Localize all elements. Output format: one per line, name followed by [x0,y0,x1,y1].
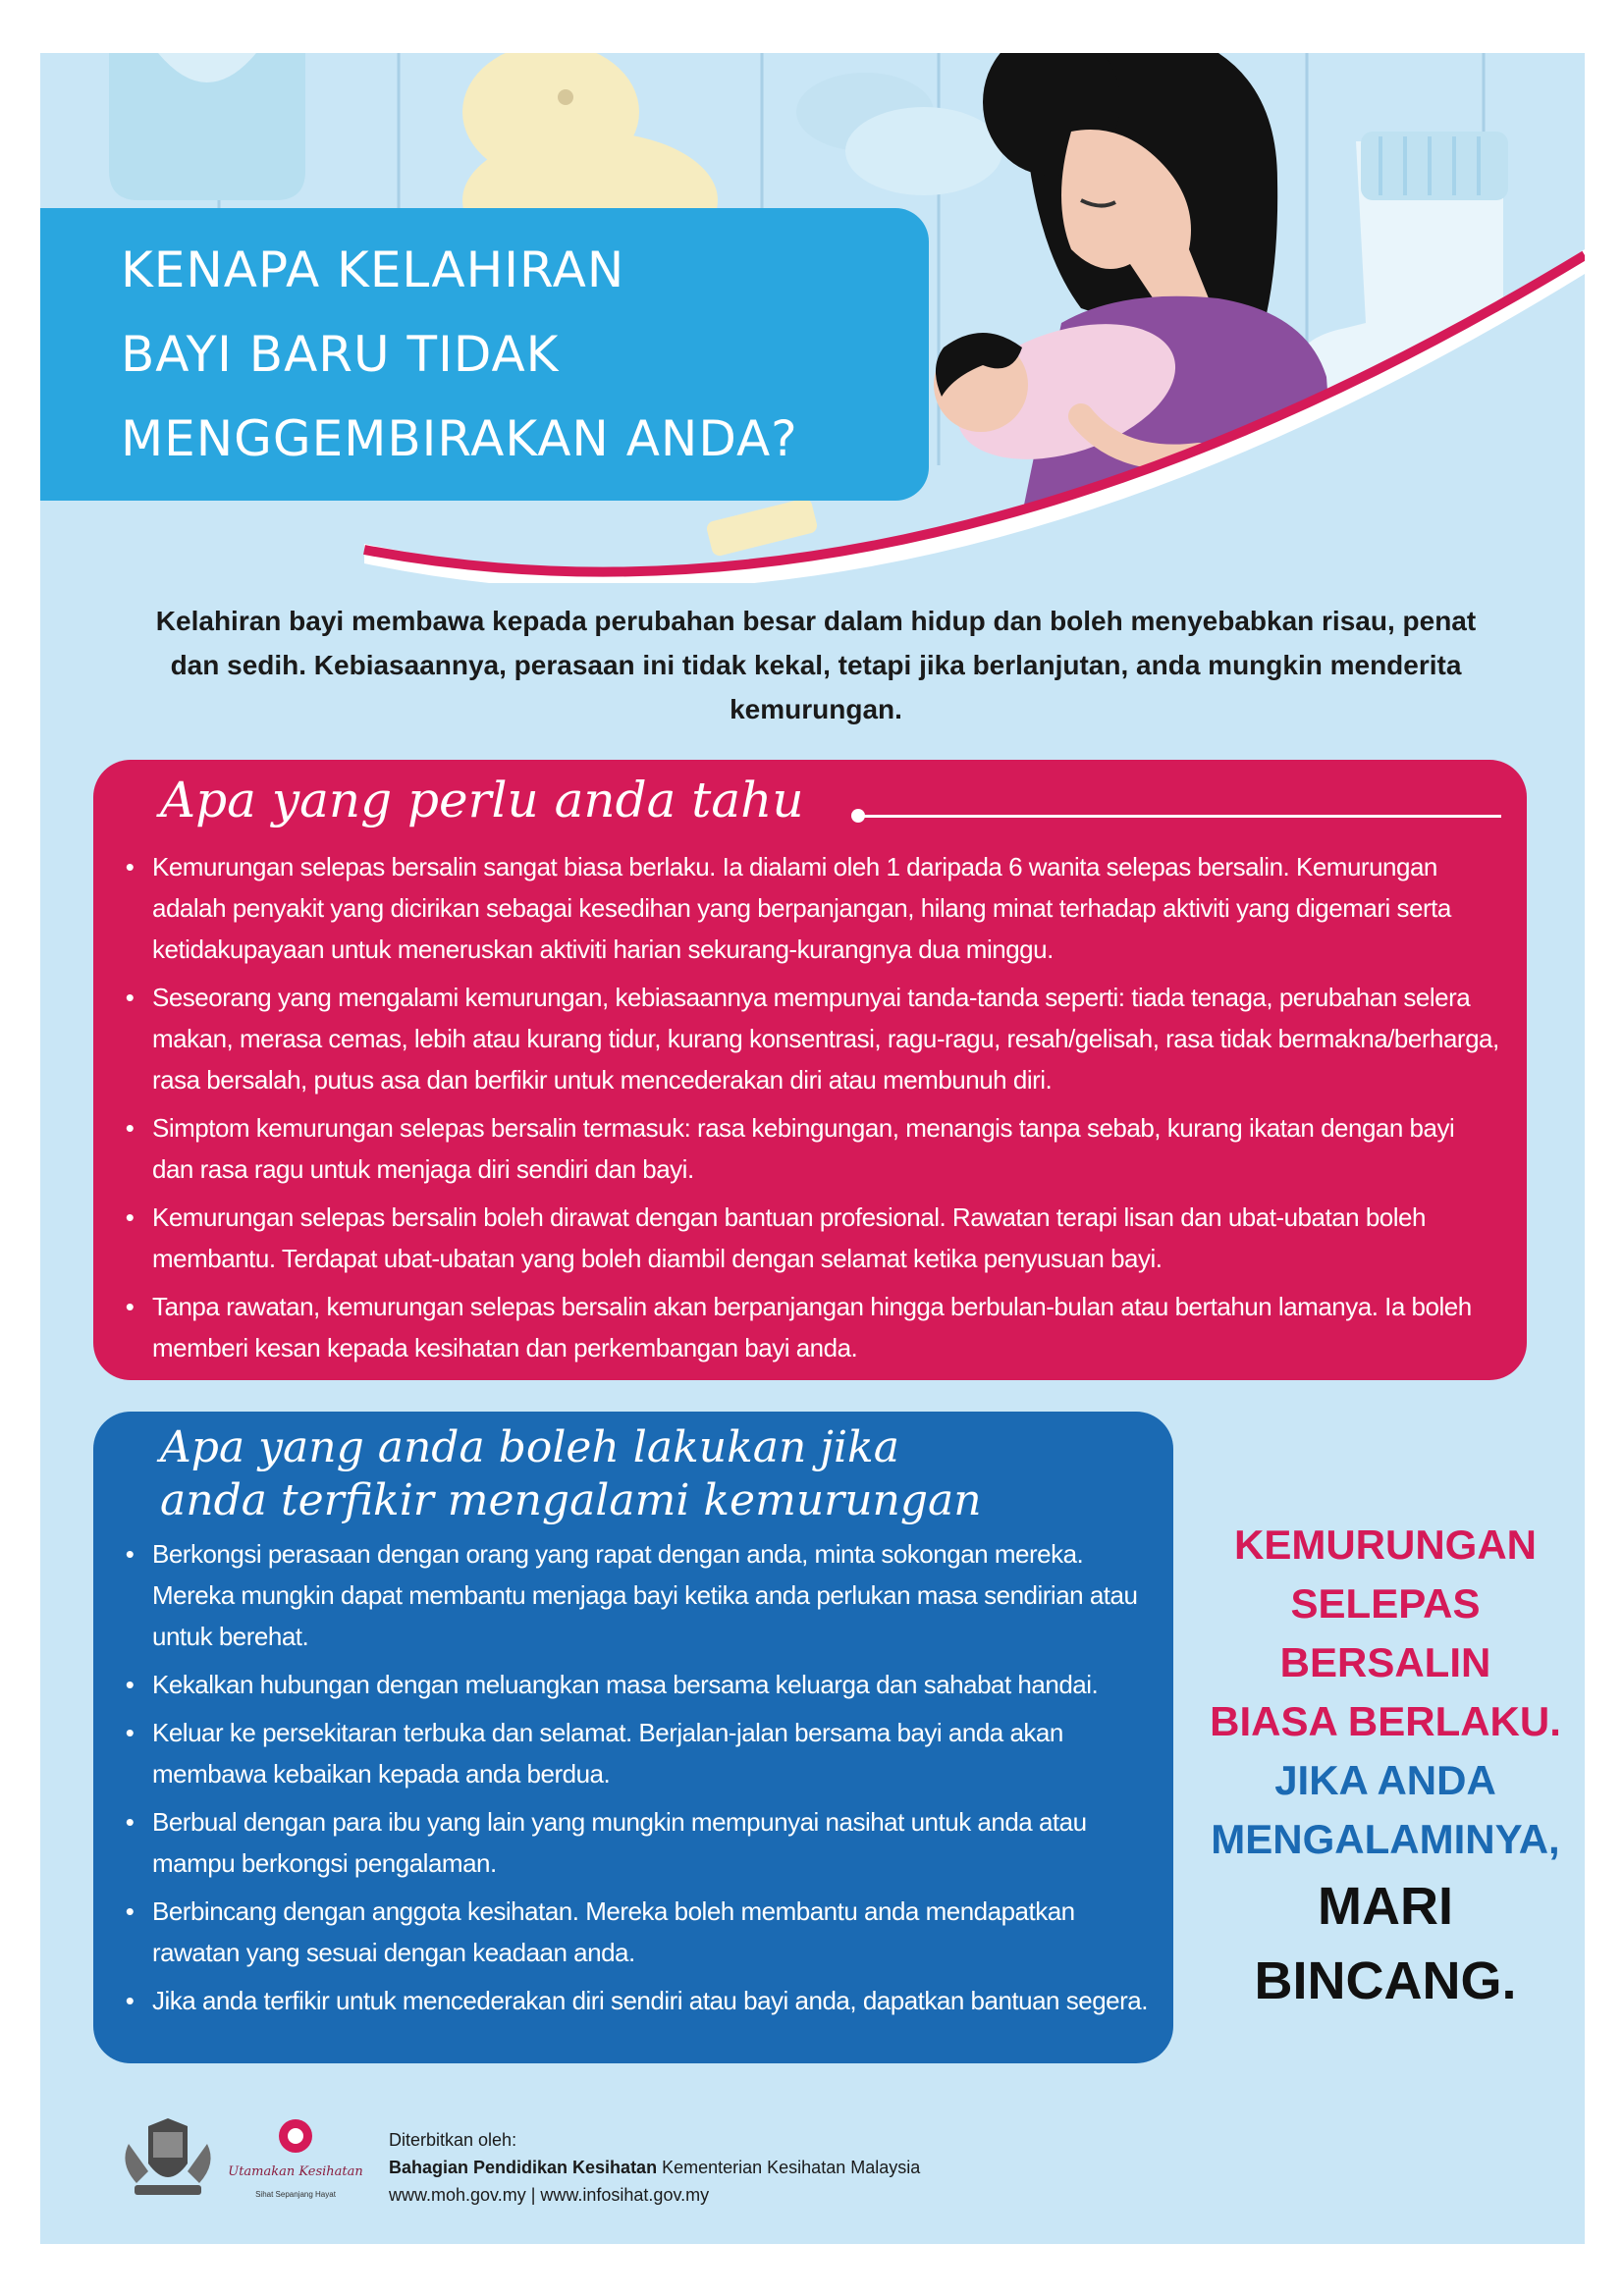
list-item-text: Kekalkan hubungan dengan meluangkan masa bersama keluarga dan sahabat handai. [152,1670,1099,1699]
title-line: BAYI BARU TIDAK [121,326,560,383]
poster [40,53,1585,2244]
logo-tagline-text: Sihat Sepanjang Hayat [255,2190,336,2199]
list-item [117,1891,1158,1973]
side-message-line: BERSALIN [1279,1639,1491,1685]
side-message-line: MENGALAMINYA, [1211,1816,1560,1862]
side-message [1184,1516,1585,2018]
bullet-icon: • [125,1718,135,1747]
publisher-line [389,2154,920,2181]
coat-of-arms-logo [125,2118,210,2195]
bullet-icon: • [125,1670,135,1699]
side-message-line: JIKA ANDA [1274,1757,1496,1803]
list-item [117,1107,1501,1190]
list-item-text: Berbual dengan para ibu yang lain yang mungkin mempunyai nasihat untuk anda atau mampu berkongsi pengalaman. [152,1807,1087,1878]
list-item-text: Simptom kemurungan selepas bersalin termasuk: rasa kebingungan, menangis tanpa sebab, kurang ikatan dengan bayi dan rasa ragu untuk menjaga diri sendiri dan bayi. [152,1113,1455,1184]
publisher-info [389,2126,920,2209]
intro-paragraph: Kelahiran bayi membawa kepada perubahan besar dalam hidup dan boleh menyebabkan risau, penat dan sedih. Kebiasaannya, perasaan ini tidak kekal, tetapi jika berlanjutan, anda mungkin menderita kemurungan. [155,606,1477,724]
list-item-text: Keluar ke persekitaran terbuka dan selamat. Berjalan-jalan bersama bayi anda akan membawa kebaikan kepada anda berdua. [152,1718,1063,1789]
know-section-heading: Apa yang perlu anda tahu [160,772,804,828]
website-links: www.moh.gov.my | www.infosihat.gov.my [389,2185,710,2205]
heading-line: Apa yang anda boleh lakukan jika [160,1422,899,1472]
title-line: MENGGEMBIRAKAN ANDA? [121,410,798,467]
side-message-line: MARI [1318,1877,1453,1936]
bullet-icon: • [125,852,135,881]
bullet-icon: • [125,1292,135,1321]
list-item-text: Berkongsi perasaan dengan orang yang rapat dengan anda, minta sokongan mereka. Mereka mungkin dapat membantu menjaga bayi ketika anda perlukan masa sendirian atau untuk berehat. [152,1539,1138,1651]
heading-rule [861,815,1501,818]
logo-script-text: Utamakan Kesihatan [228,2164,363,2179]
list-item [117,1533,1158,1657]
list-item [117,1664,1158,1705]
side-message-line: BIASA BERLAKU. [1210,1698,1561,1744]
list-item [117,1197,1501,1279]
footer-logos [109,2114,384,2213]
side-message-line: SELEPAS [1290,1580,1481,1627]
list-item [117,977,1501,1100]
heading-line: anda terfikir mengalami kemurungan [160,1475,982,1525]
list-item [117,1980,1158,2021]
side-message-line: BINCANG. [1254,1951,1517,2010]
bullet-icon: • [125,1113,135,1143]
bullet-icon: • [125,983,135,1012]
side-message-line: KEMURUNGAN [1234,1522,1537,1568]
know-section [93,760,1527,1380]
list-item [117,1286,1501,1368]
list-item-text: Jika anda terfikir untuk mencederakan diri sendiri atau bayi anda, dapatkan bantuan segera. [152,1986,1148,2015]
baby-bib-icon [109,53,305,200]
utamakan-kesihatan-logo [228,2119,363,2199]
list-item [117,1712,1158,1794]
bullet-icon: • [125,1539,135,1569]
bullet-icon: • [125,1896,135,1926]
list-item-text: Kemurungan selepas bersalin boleh dirawat dengan bantuan profesional. Rawatan terapi lisan dan ubat-ubatan boleh membantu. Terdapat ubat-ubatan yang boleh diambil dengan selamat ketika penyusuan bayi. [152,1202,1426,1273]
list-item-text: Seseorang yang mengalami kemurungan, kebiasaannya mempunyai tanda-tanda seperti: tiada tenaga, perubahan selera makan, merasa cemas, lebih atau kurang tidur, kurang konsentrasi, ragu-ragu, resah/gelisah, rasa tidak bermakna/berharga, rasa bersalah, putus asa dan berfikir untuk mencederakan diri atau membunuh diri. [152,983,1499,1095]
do-bullet-list [117,1533,1158,2028]
page-title [121,228,906,481]
bullet-icon: • [125,1807,135,1837]
do-section [93,1412,1173,2063]
bullet-icon: • [125,1986,135,2015]
list-item [117,1801,1158,1884]
list-item-text: Berbincang dengan anggota kesihatan. Mereka boleh membantu anda mendapatkan rawatan yang sesuai dengan keadaan anda. [152,1896,1075,1967]
know-bullet-list [117,846,1501,1375]
published-label: Diterbitkan oleh: [389,2130,517,2150]
bullet-icon: • [125,1202,135,1232]
title-line: KENAPA KELAHIRAN [121,241,625,298]
do-section-heading [160,1421,982,1527]
list-item-text: Tanpa rawatan, kemurungan selepas bersalin akan berpanjangan hingga berbulan-bulan atau bertahun lamanya. Ia boleh memberi kesan kepada kesihatan dan perkembangan bayi anda. [152,1292,1472,1362]
publisher-rest: Kementerian Kesihatan Malaysia [662,2158,921,2177]
list-item-text: Kemurungan selepas bersalin sangat biasa berlaku. Ia dialami oleh 1 daripada 6 wanita selepas bersalin. Kemurungan adalah penyakit yang dicirikan sebagai kesedihan yang berpanjangan, hilang minat terhadap aktiviti yang digemari serta ketidakupayaan untuk meneruskan aktiviti harian sekurang-kurangnya dua minggu. [152,852,1451,964]
list-item [117,846,1501,970]
publisher-bold: Bahagian Pendidikan Kesihatan [389,2158,658,2177]
